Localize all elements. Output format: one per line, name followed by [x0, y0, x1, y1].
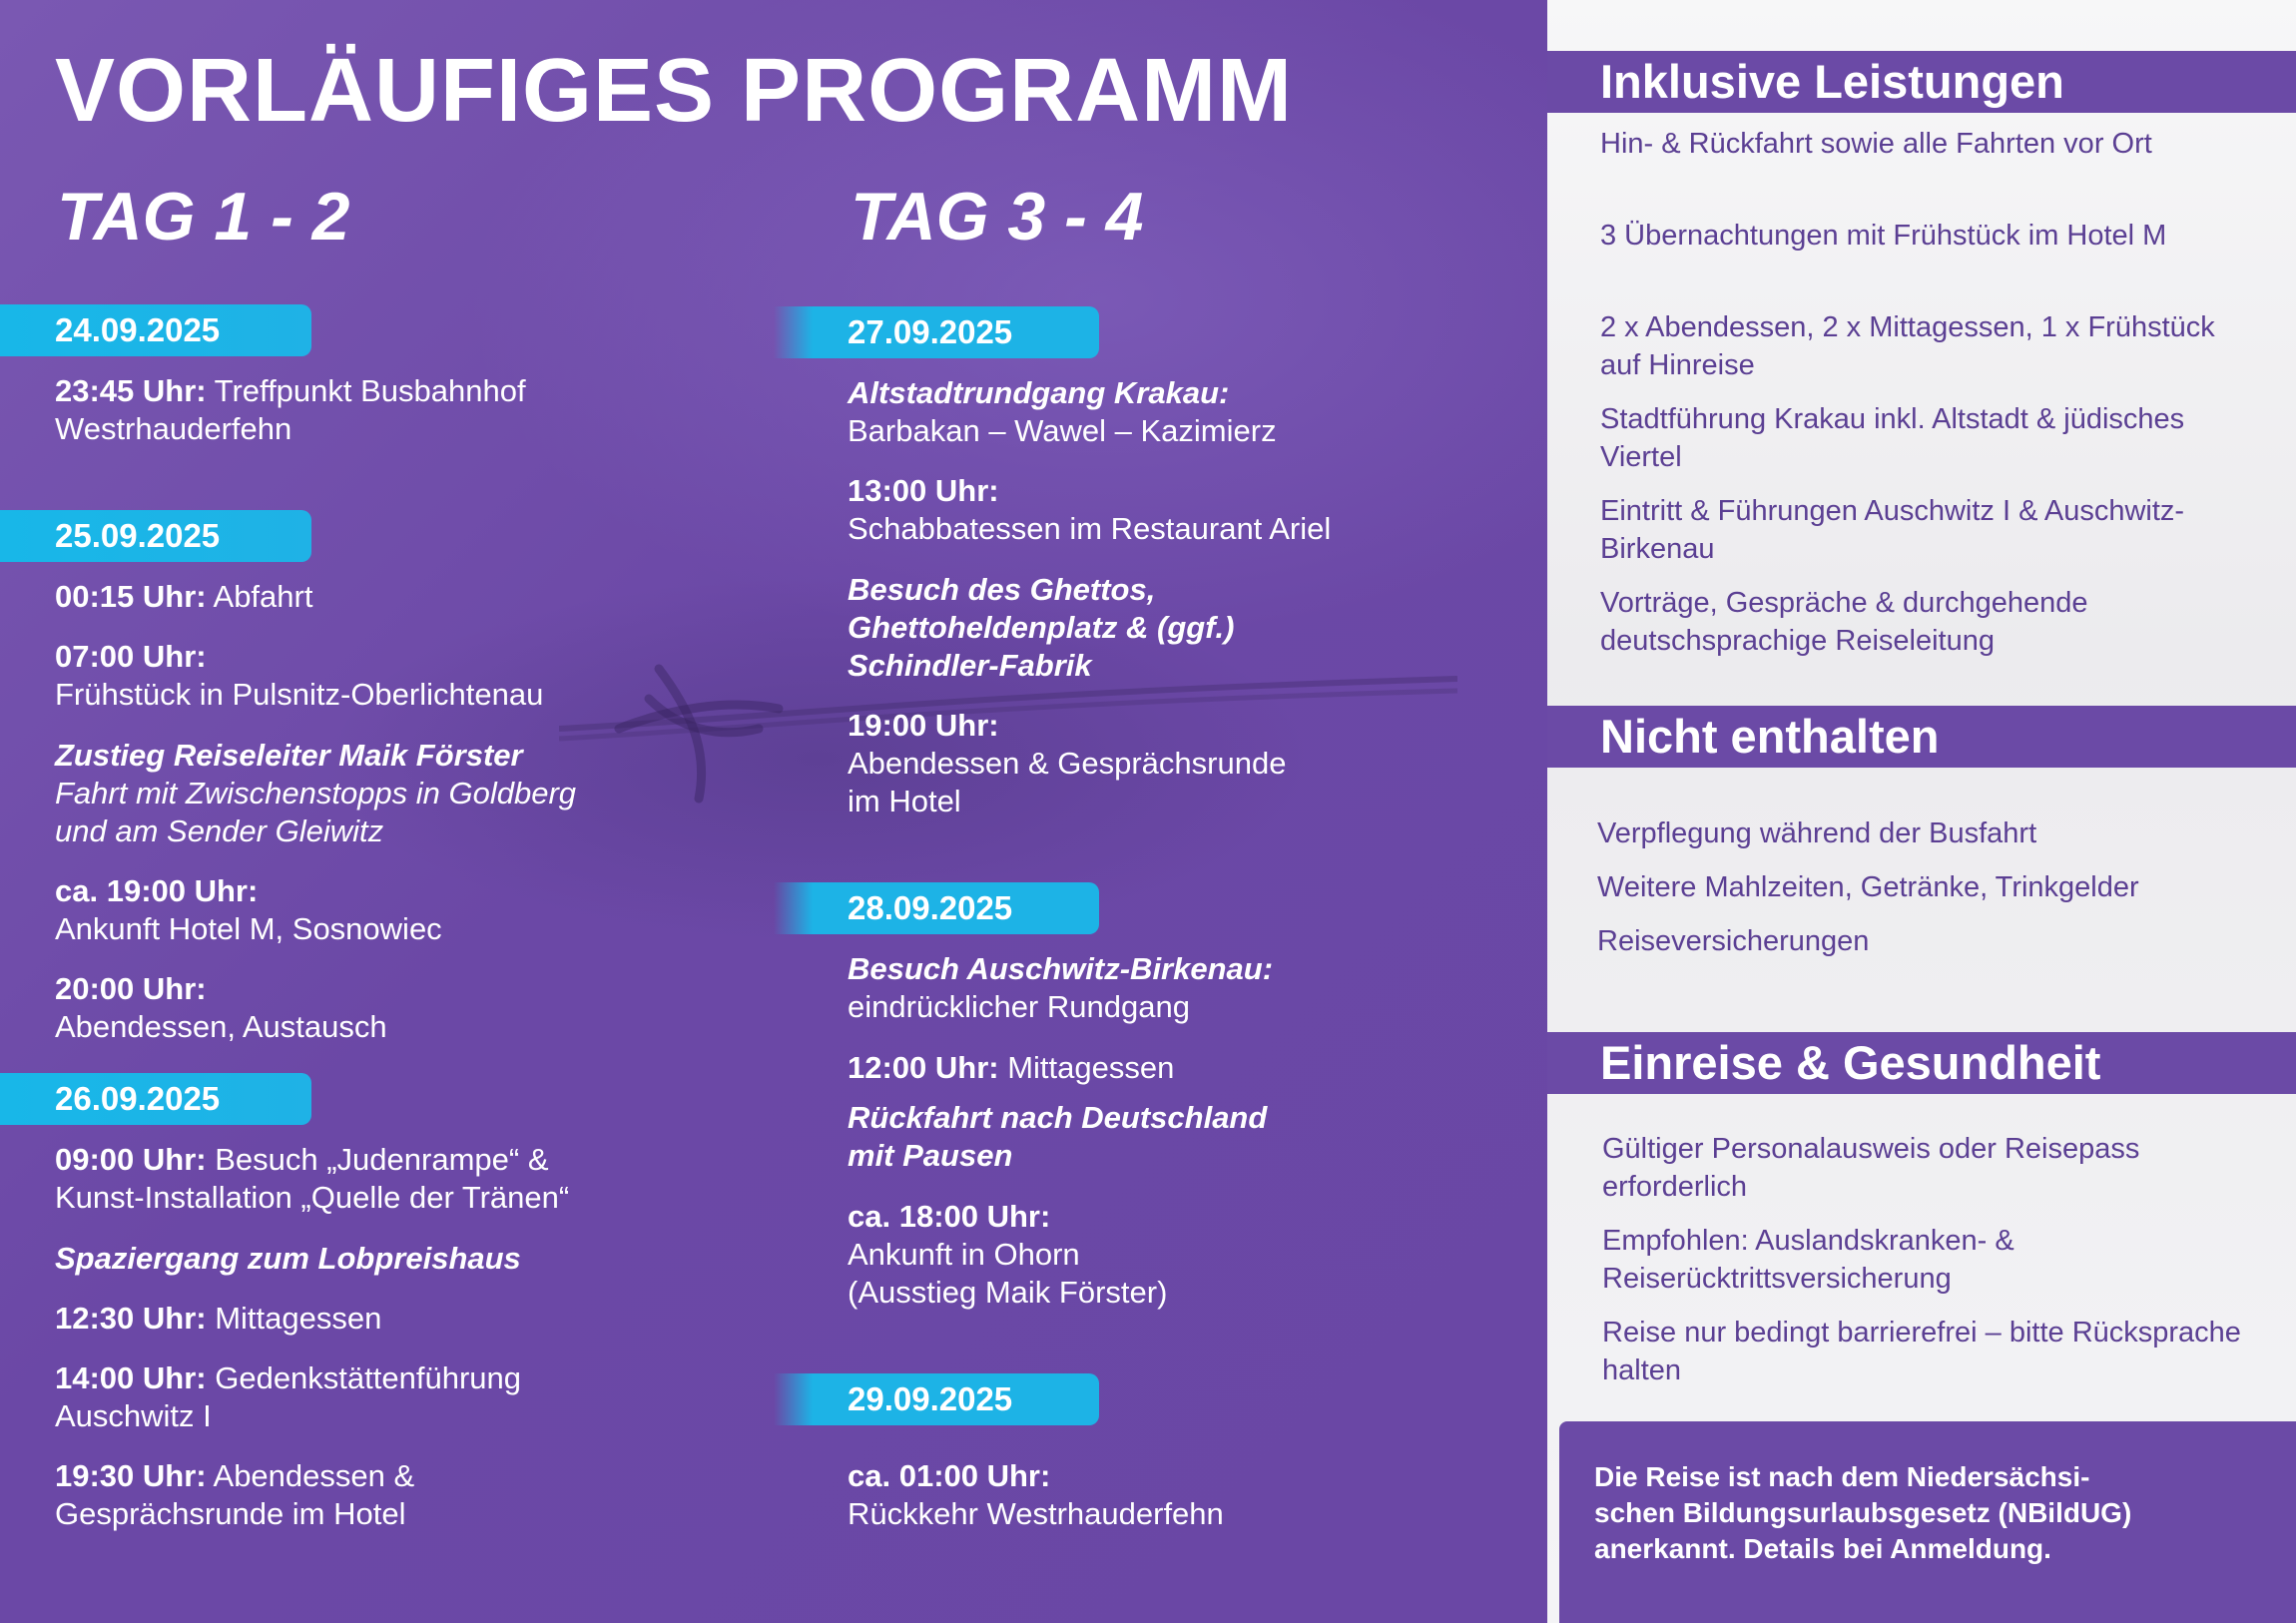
schedule-entry: 19:00 Uhr: Abendessen & Gesprächsrunde im Hotel [848, 708, 1287, 818]
section-heading-einreise: Einreise & Gesundheit [1547, 1032, 2296, 1094]
schedule-entry: Besuch des Ghettos, Ghettoheldenplatz & (ggf.) Schindler-Fabrik [848, 572, 1235, 683]
list-item: 2 x Abendessen, 2 x Mittagessen, 1 x Frühstück auf Hinreise [1600, 311, 2215, 381]
column-heading-day-1-2: TAG 1 - 2 [57, 179, 350, 255]
date-badge: 25.09.2025 [0, 510, 311, 562]
schedule-entry: ca. 18:00 Uhr: Ankunft in Ohorn (Ausstieg Maik Förster) [848, 1199, 1168, 1310]
schedule-entry: 00:15 Uhr: Abfahrt [55, 579, 313, 614]
schedule-entry: 19:30 Uhr: Abendessen & Gesprächsrunde im Hotel [55, 1458, 415, 1531]
list-item: Reiseversicherungen [1597, 925, 1870, 957]
schedule-entry: 14:00 Uhr: Gedenkstättenführung Auschwitz I [55, 1360, 521, 1433]
column-heading-day-3-4: TAG 3 - 4 [851, 179, 1144, 255]
list-item: Reise nur bedingt barrierefrei – bitte Rücksprache halten [1602, 1317, 2241, 1386]
list-item: Gültiger Personalausweis oder Reisepass erforderlich [1602, 1133, 2140, 1203]
schedule-entry: Altstadtrundgang Krakau: Barbakan – Wawel – Kazimierz [848, 375, 1277, 448]
schedule-entry: 12:30 Uhr: Mittagessen [55, 1301, 382, 1336]
schedule-entry: 20:00 Uhr: Abendessen, Austausch [55, 971, 387, 1044]
list-item: Vorträge, Gespräche & durchgehende deutschsprachige Reiseleitung [1600, 587, 2088, 657]
section-heading-inklusive: Inklusive Leistungen [1547, 51, 2296, 113]
schedule-entry: 13:00 Uhr: Schabbatessen im Restaurant Ariel [848, 473, 1332, 546]
list-item: Stadtführung Krakau inkl. Altstadt & jüdisches Viertel [1600, 403, 2185, 473]
date-badge: 29.09.2025 [774, 1373, 1099, 1425]
section-heading-nicht-enthalten: Nicht enthalten [1547, 706, 2296, 768]
schedule-entry: 12:00 Uhr: Mittagessen [848, 1050, 1175, 1085]
schedule-entry: 23:45 Uhr: Treffpunkt Busbahnhof Westrhauderfehn [55, 373, 526, 446]
schedule-entry: 07:00 Uhr: Frühstück in Pulsnitz-Oberlichtenau [55, 639, 544, 712]
info-panel [1547, 0, 2296, 1623]
schedule-entry: Rückfahrt nach Deutschland mit Pausen [848, 1100, 1268, 1173]
schedule-entry: Besuch Auschwitz-Birkenau: eindrücklicher Rundgang [848, 951, 1274, 1024]
date-badge: 26.09.2025 [0, 1073, 311, 1125]
page-title: VORLÄUFIGES PROGRAMM [55, 41, 1294, 141]
date-badge: 24.09.2025 [0, 304, 311, 356]
schedule-entry: Spaziergang zum Lobpreishaus [55, 1241, 521, 1276]
schedule-entry: Zustieg Reiseleiter Maik Förster Fahrt mit Zwischenstopps in Goldberg und am Sender Gleiwitz [55, 738, 577, 848]
list-item: Weitere Mahlzeiten, Getränke, Trinkgelder [1597, 871, 2139, 903]
bildungsurlaub-note [1559, 1421, 2296, 1623]
note-line: schen Bildungsurlaubsgesetz (NBildUG) [1594, 1497, 2132, 1528]
schedule-entry: 09:00 Uhr: Besuch „Judenrampe“ & Kunst-Installation „Quelle der Tränen“ [55, 1142, 570, 1215]
list-item: Empfohlen: Auslandskranken- & Reiserücktrittsversicherung [1602, 1225, 2014, 1295]
date-badge: 27.09.2025 [774, 306, 1099, 358]
list-item: Eintritt & Führungen Auschwitz I & Auschwitz-Birkenau [1600, 495, 2185, 565]
list-item: 3 Übernachtungen mit Frühstück im Hotel M [1600, 220, 2167, 252]
list-item: Verpflegung während der Busfahrt [1597, 817, 2037, 849]
schedule-entry: ca. 19:00 Uhr: Ankunft Hotel M, Sosnowiec [55, 873, 442, 946]
note-line: anerkannt. Details bei Anmeldung. [1594, 1533, 2051, 1564]
schedule-entry: ca. 01:00 Uhr: Rückkehr Westrhauderfehn [848, 1458, 1224, 1531]
list-item: Hin- & Rückfahrt sowie alle Fahrten vor Ort [1600, 128, 2152, 160]
note-line: Die Reise ist nach dem Niedersächsi- [1594, 1461, 2090, 1492]
date-badge: 28.09.2025 [774, 882, 1099, 934]
